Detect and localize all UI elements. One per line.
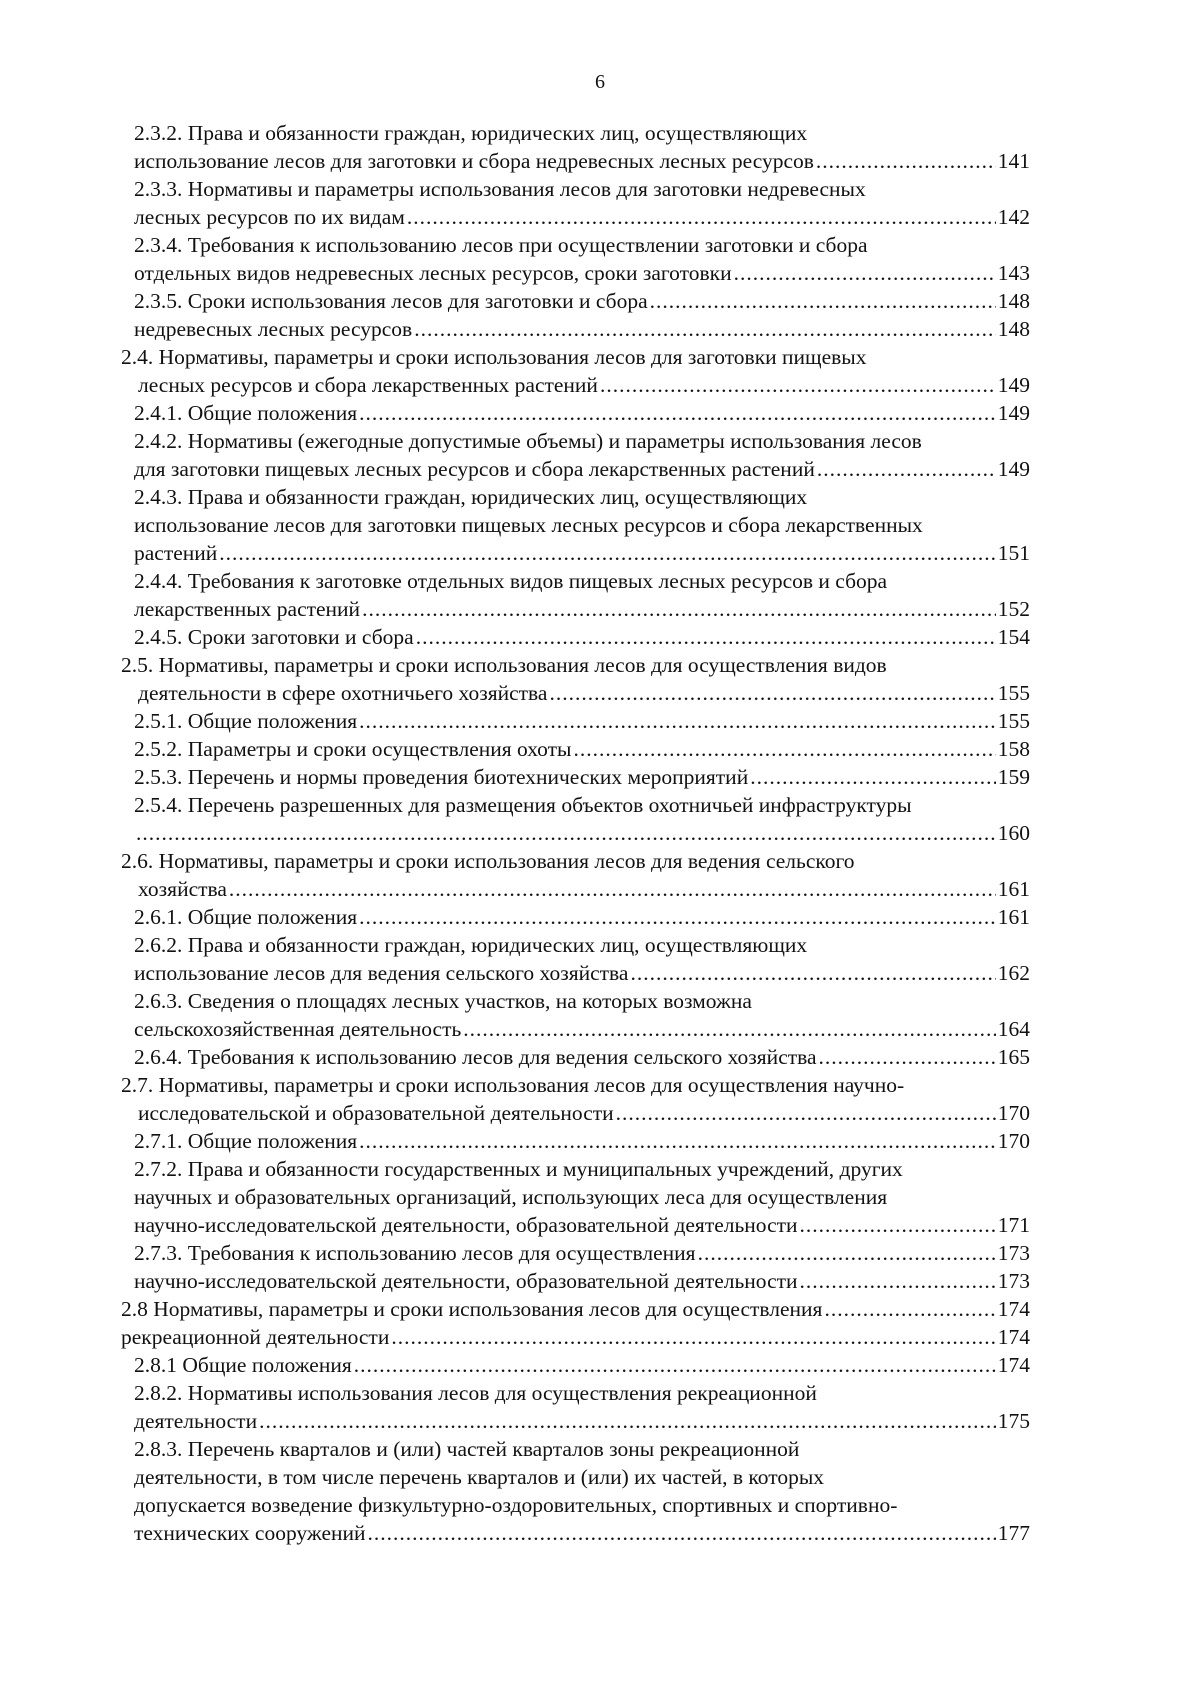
toc-entry-text: 2.4.3. Права и обязанности граждан, юридических лиц, осуществляющих	[134, 485, 808, 509]
toc-line	[0, 1127, 1030, 1155]
toc-entry-text: 2.8 Нормативы, параметры и сроки использования лесов для осуществления	[121, 1297, 823, 1321]
toc-line	[0, 119, 1164, 147]
toc-entry-text: 2.6. Нормативы, параметры и сроки использования лесов для ведения сельского	[121, 849, 855, 873]
toc-page-number: 154	[997, 625, 1030, 649]
toc-entry-text: научно-исследовательской деятельности, образовательной деятельности	[134, 1213, 798, 1237]
toc-entry-text: 2.8.3. Перечень кварталов и (или) частей кварталов зоны рекреационной	[134, 1437, 800, 1461]
toc-dot-leader	[359, 399, 996, 427]
toc-entry-text: деятельности, в том числе перечень кварталов и (или) их частей, в которых	[134, 1465, 825, 1489]
toc-entry-text: исследовательской и образовательной деятельности	[138, 1101, 614, 1125]
toc-page-number: 162	[997, 961, 1030, 985]
toc-line	[0, 959, 1030, 987]
toc-line	[0, 259, 1030, 287]
toc-dot-leader	[573, 735, 995, 763]
toc-line	[0, 1351, 1030, 1379]
toc-line	[0, 1155, 1164, 1183]
toc-entry-text: 2.8.2. Нормативы использования лесов для осуществления рекреационной	[134, 1381, 817, 1405]
toc-dot-leader	[354, 1351, 996, 1379]
toc-entry-text: 2.7.1. Общие положения	[134, 1129, 358, 1153]
toc-entry-text: 2.5.3. Перечень и нормы проведения биотехнических мероприятий	[134, 765, 749, 789]
toc-line	[0, 875, 1030, 903]
toc-entry-text: 2.4.5. Сроки заготовки и сбора	[134, 625, 414, 649]
toc-dot-leader	[359, 903, 996, 931]
toc-page-number: 151	[997, 541, 1030, 565]
toc-line	[0, 1519, 1030, 1547]
toc-line	[0, 315, 1030, 343]
toc-line	[0, 1071, 1151, 1099]
toc-dot-leader	[800, 1267, 996, 1295]
toc-dot-leader	[817, 455, 996, 483]
toc-dot-leader	[362, 595, 996, 623]
toc-page-number: 174	[997, 1297, 1030, 1321]
toc-page-number: 171	[997, 1213, 1030, 1237]
toc-dot-leader	[800, 1211, 996, 1239]
toc-entry-text: хозяйства	[138, 877, 227, 901]
toc-entry-text: 2.3.4. Требования к использованию лесов при осуществлении заготовки и сбора	[134, 233, 868, 257]
toc-entry-text: использование лесов для заготовки пищевых лесных ресурсов и сбора лекарственных	[134, 513, 923, 537]
toc-page-number: 170	[997, 1129, 1030, 1153]
toc-line	[0, 819, 1030, 847]
toc-entry-text: деятельности	[134, 1409, 258, 1433]
toc-entry-text: деятельности в сфере охотничьего хозяйства	[138, 681, 548, 705]
toc-page-number: 152	[997, 597, 1030, 621]
toc-dot-leader	[650, 287, 996, 315]
toc-entry-text: 2.6.3. Сведения о площадях лесных участков, на которых возможна	[134, 989, 752, 1013]
toc-page-number: 155	[997, 681, 1030, 705]
toc-line	[0, 623, 1030, 651]
toc-line	[0, 1295, 1030, 1323]
toc-dot-leader	[136, 819, 996, 847]
toc-line	[0, 1015, 1030, 1043]
toc-line	[0, 1043, 1030, 1071]
toc-entry-text: 2.6.2. Права и обязанности граждан, юридических лиц, осуществляющих	[134, 933, 808, 957]
toc-line	[0, 1211, 1030, 1239]
toc-page-number: 141	[997, 149, 1030, 173]
toc-dot-leader	[416, 623, 996, 651]
toc-line	[0, 203, 1030, 231]
toc-page-number: 160	[997, 821, 1030, 845]
toc-line	[0, 567, 1164, 595]
toc-dot-leader	[549, 679, 995, 707]
toc-entry-text: 2.3.5. Сроки использования лесов для заготовки и сбора	[134, 289, 648, 313]
toc-page-number: 149	[997, 373, 1030, 397]
toc-page-number: 159	[997, 765, 1030, 789]
toc-line	[0, 175, 1164, 203]
toc-line	[0, 903, 1030, 931]
toc-line	[0, 707, 1030, 735]
toc-dot-leader	[259, 1407, 996, 1435]
toc-page-number: 164	[997, 1017, 1030, 1041]
toc-page-number: 155	[997, 709, 1030, 733]
toc-line	[0, 539, 1030, 567]
toc-entry-text: использование лесов для ведения сельского хозяйства	[134, 961, 629, 985]
toc-entry-text: 2.4.4. Требования к заготовке отдельных видов пищевых лесных ресурсов и сбора	[134, 569, 888, 593]
toc-entry-text: для заготовки пищевых лесных ресурсов и сбора лекарственных растений	[134, 457, 815, 481]
toc-line	[0, 847, 1151, 875]
toc-line	[0, 791, 1164, 819]
toc-page-number: 158	[997, 737, 1030, 761]
toc-entry-text: лекарственных растений	[134, 597, 361, 621]
toc-entry-text: 2.8.1 Общие положения	[134, 1353, 352, 1377]
toc-line	[0, 735, 1030, 763]
toc-line	[0, 651, 1151, 679]
toc-page-number: 174	[997, 1353, 1030, 1377]
toc-line	[0, 1491, 1164, 1519]
toc-page-number: 142	[997, 205, 1030, 229]
toc-entry-text: 2.5. Нормативы, параметры и сроки использования лесов для осуществления видов	[121, 653, 887, 677]
toc-page-number: 143	[997, 261, 1030, 285]
toc-entry-text: 2.3.3. Нормативы и параметры использования лесов для заготовки недревесных	[134, 177, 866, 201]
toc-line	[0, 763, 1030, 791]
toc-line	[0, 1463, 1164, 1491]
page-number: 6	[595, 71, 605, 93]
toc-dot-leader	[819, 1043, 996, 1071]
toc-entry-text: использование лесов для заготовки и сбора недревесных лесных ресурсов	[134, 149, 814, 173]
toc-page-number: 149	[997, 401, 1030, 425]
toc-dot-leader	[630, 959, 995, 987]
toc-entry-text: допускается возведение физкультурно-оздоровительных, спортивных и спортивно-	[134, 1493, 898, 1517]
toc-entry-text: 2.7.3. Требования к использованию лесов для осуществления	[134, 1241, 696, 1265]
toc-entry-text: 2.4.1. Общие положения	[134, 401, 358, 425]
toc-line	[0, 483, 1164, 511]
toc-entry-text: 2.4. Нормативы, параметры и сроки использования лесов для заготовки пищевых	[121, 345, 867, 369]
toc-dot-leader	[616, 1099, 996, 1127]
toc-line	[0, 1239, 1030, 1267]
toc-entry-text: 2.4.2. Нормативы (ежегодные допустимые объемы) и параметры использования лесов	[134, 429, 922, 453]
toc-line	[0, 427, 1164, 455]
toc-line	[0, 1099, 1030, 1127]
toc-line	[0, 455, 1030, 483]
toc-line	[0, 511, 1164, 539]
toc-page-number: 170	[997, 1101, 1030, 1125]
toc-line	[0, 287, 1030, 315]
toc-page-number: 175	[997, 1409, 1030, 1433]
toc-dot-leader	[824, 1295, 995, 1323]
toc-line	[0, 343, 1151, 371]
toc-line	[0, 1323, 1030, 1351]
toc-entry-text: рекреационной деятельности	[121, 1325, 390, 1349]
toc-page-number: 148	[997, 289, 1030, 313]
toc-dot-leader	[414, 315, 996, 343]
toc-page-number: 177	[997, 1521, 1030, 1545]
toc-line	[0, 1435, 1164, 1463]
toc-dot-leader	[600, 371, 996, 399]
toc-entry-text: сельскохозяйственная деятельность	[134, 1017, 462, 1041]
toc-page-number: 149	[997, 457, 1030, 481]
toc-page-number: 165	[997, 1045, 1030, 1069]
toc-entry-text: 2.7.2. Права и обязанности государственных и муниципальных учреждений, других	[134, 1157, 903, 1181]
toc-entry-text: растений	[134, 541, 218, 565]
toc-dot-leader	[219, 539, 995, 567]
toc-line	[0, 371, 1030, 399]
toc-entry-text: лесных ресурсов и сбора лекарственных растений	[138, 373, 598, 397]
toc-dot-leader	[698, 1239, 996, 1267]
toc-page-number: 148	[997, 317, 1030, 341]
toc-line	[0, 399, 1030, 427]
toc-dot-leader	[359, 1127, 996, 1155]
toc-line	[0, 679, 1030, 707]
toc-page-number: 161	[997, 905, 1030, 929]
toc-line	[0, 231, 1164, 259]
toc-dot-leader	[368, 1519, 996, 1547]
table-of-contents	[0, 119, 1200, 1547]
toc-entry-text: недревесных лесных ресурсов	[134, 317, 413, 341]
toc-entry-text: лесных ресурсов по их видам	[134, 205, 405, 229]
toc-entry-text: 2.5.4. Перечень разрешенных для размещения объектов охотничьей инфраструктуры	[134, 793, 912, 817]
toc-dot-leader	[391, 1323, 995, 1351]
toc-entry-text: 2.6.4. Требования к использованию лесов для ведения сельского хозяйства	[134, 1045, 817, 1069]
toc-entry-text: 2.3.2. Права и обязанности граждан, юридических лиц, осуществляющих	[134, 121, 808, 145]
toc-page-number: 174	[997, 1325, 1030, 1349]
toc-line	[0, 1183, 1164, 1211]
toc-page-number: 173	[997, 1269, 1030, 1293]
toc-line	[0, 1407, 1030, 1435]
toc-entry-text: научно-исследовательской деятельности, образовательной деятельности	[134, 1269, 798, 1293]
toc-line	[0, 987, 1164, 1015]
toc-line	[0, 595, 1030, 623]
toc-line	[0, 147, 1030, 175]
toc-line	[0, 1379, 1164, 1407]
toc-entry-text: 2.5.1. Общие положения	[134, 709, 358, 733]
toc-dot-leader	[407, 203, 996, 231]
toc-entry-text: отдельных видов недревесных лесных ресурсов, сроки заготовки	[134, 261, 732, 285]
toc-page-number: 161	[997, 877, 1030, 901]
toc-dot-leader	[463, 1015, 995, 1043]
toc-line	[0, 931, 1164, 959]
toc-entry-text: 2.6.1. Общие положения	[134, 905, 358, 929]
toc-entry-text: 2.5.2. Параметры и сроки осуществления охоты	[134, 737, 572, 761]
toc-dot-leader	[750, 763, 996, 791]
toc-dot-leader	[229, 875, 996, 903]
toc-page-number: 173	[997, 1241, 1030, 1265]
toc-line	[0, 1267, 1030, 1295]
toc-entry-text: 2.7. Нормативы, параметры и сроки использования лесов для осуществления научно-	[121, 1073, 905, 1097]
toc-dot-leader	[816, 147, 996, 175]
toc-dot-leader	[359, 707, 996, 735]
toc-entry-text: научных и образовательных организаций, использующих леса для осуществления	[134, 1185, 888, 1209]
toc-entry-text: технических сооружений	[134, 1521, 366, 1545]
toc-dot-leader	[734, 259, 996, 287]
